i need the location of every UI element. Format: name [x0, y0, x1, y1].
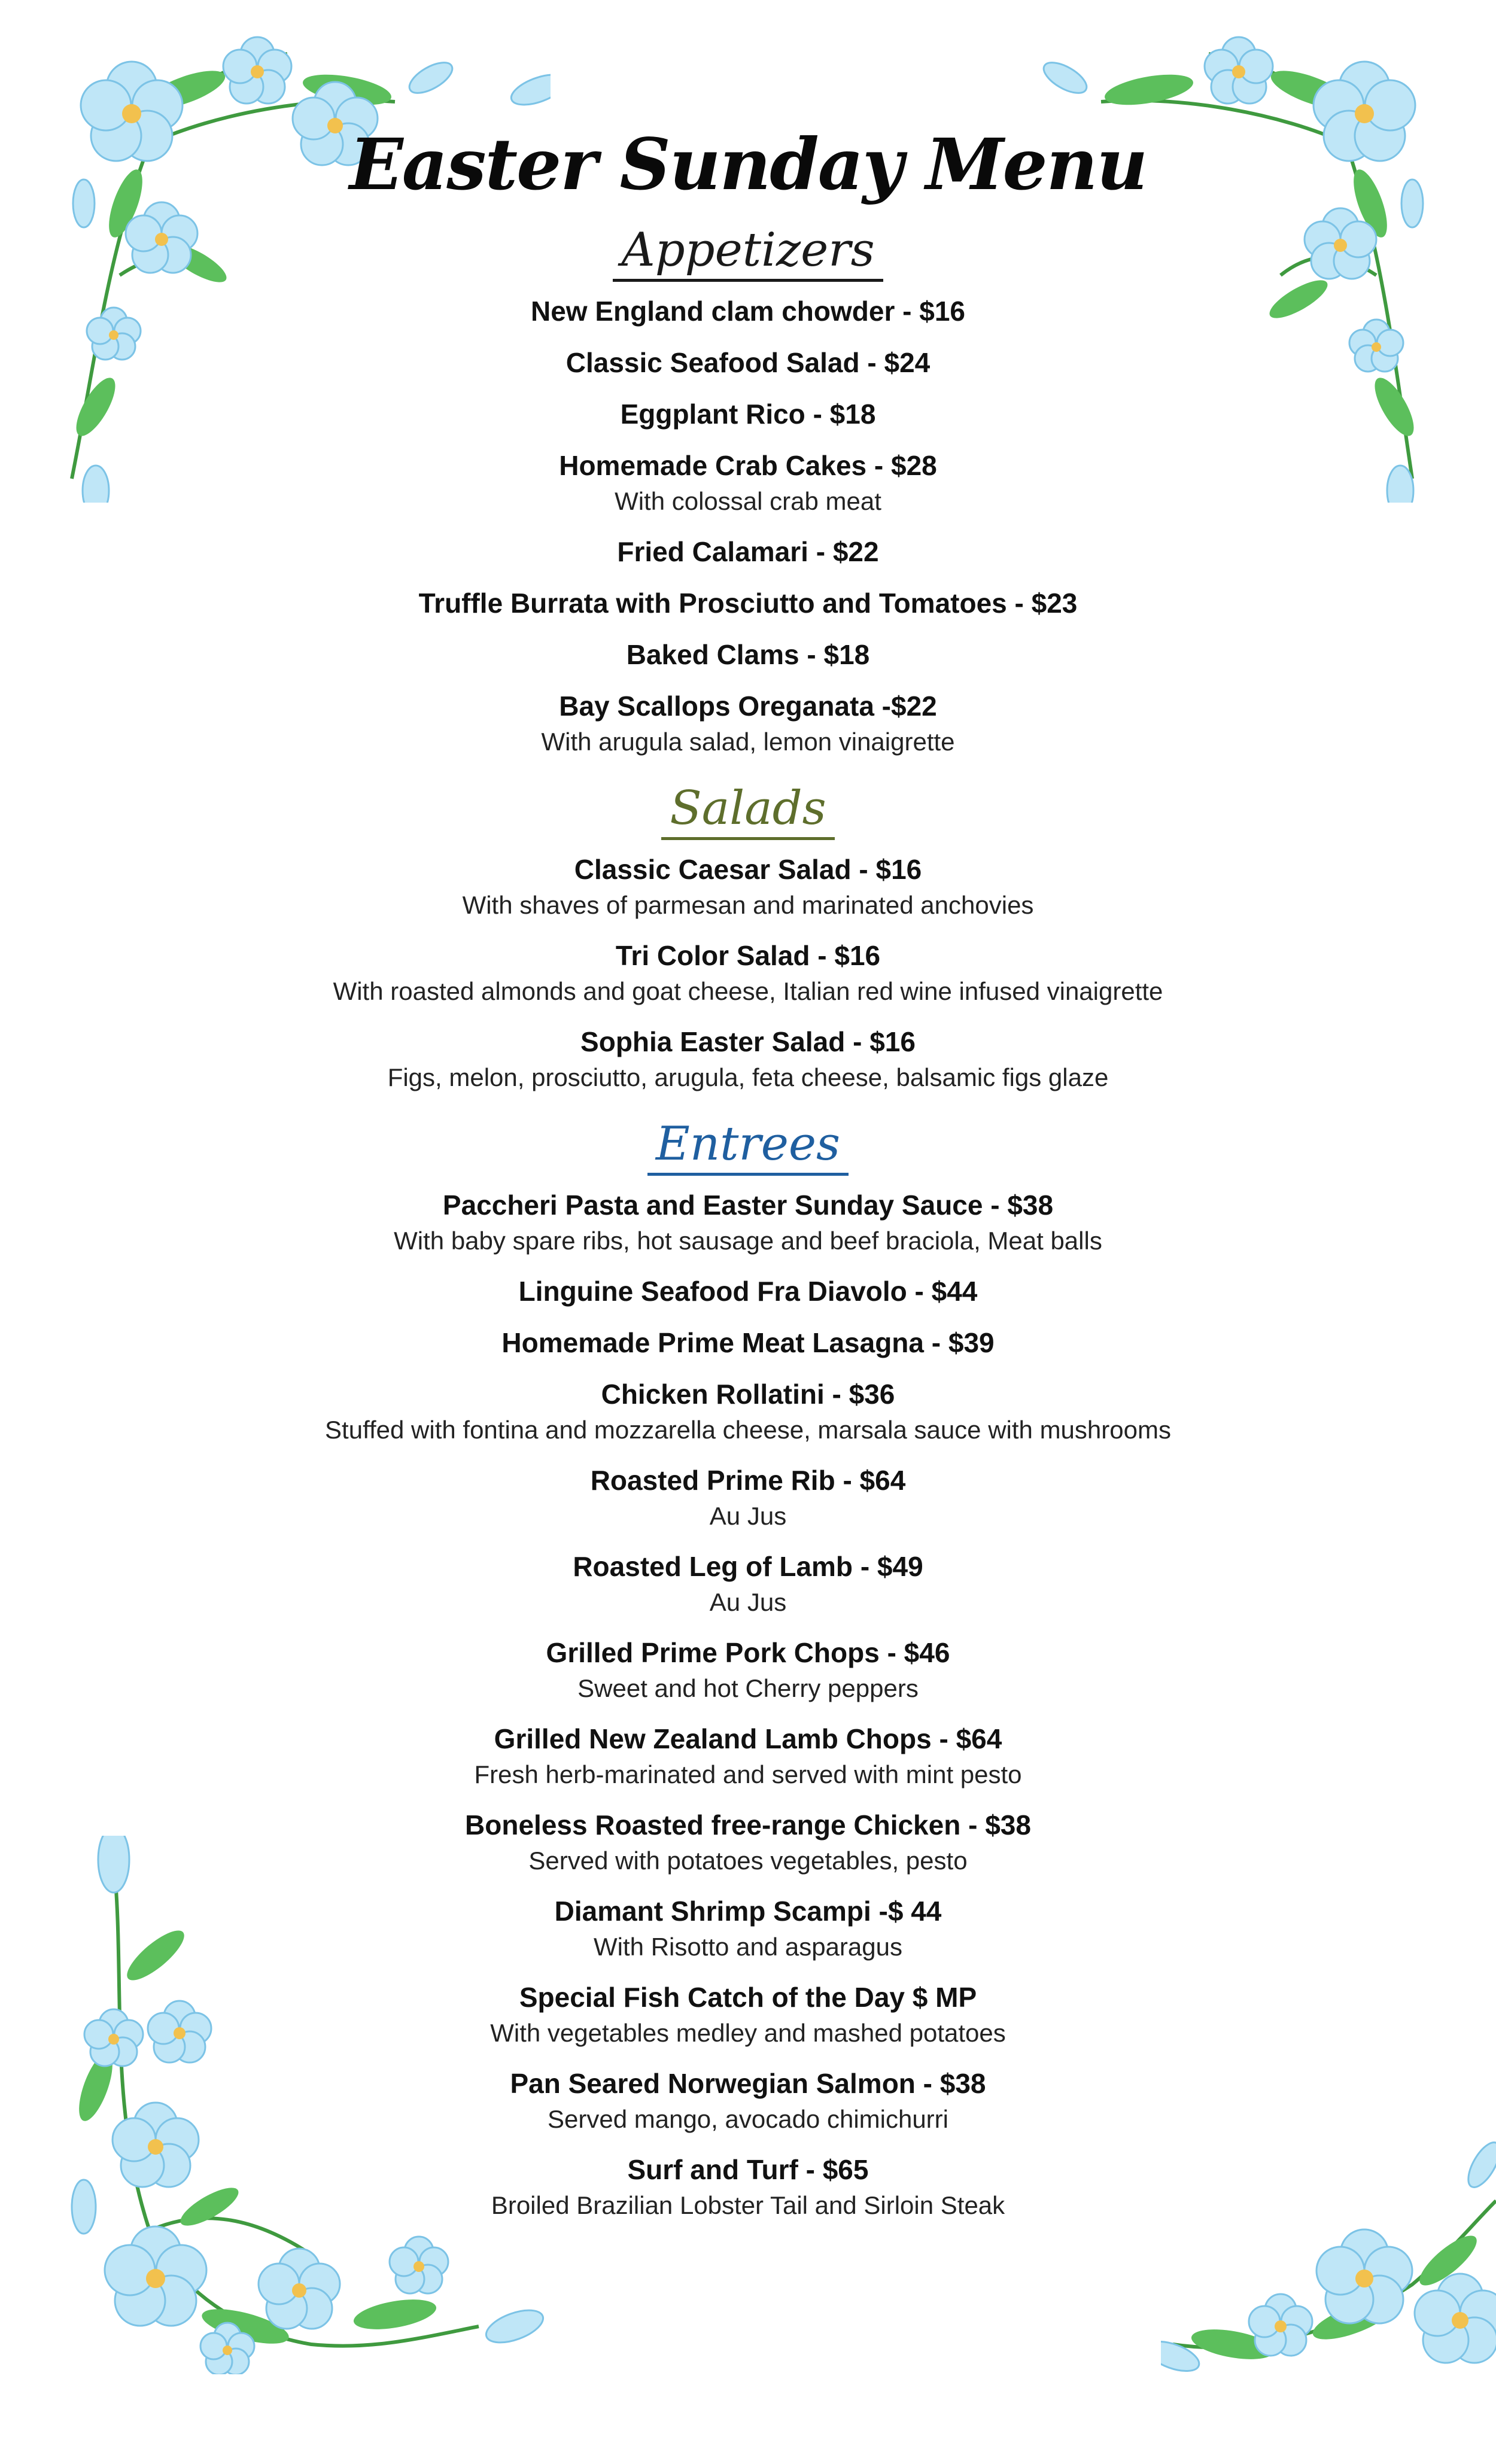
menu-item [180, 636, 1316, 673]
item-name: Fried Calamari - $22 [617, 536, 879, 567]
item-name: Special Fish Catch of the Day $ MP [519, 1982, 977, 2013]
item-description: Broiled Brazilian Lobster Tail and Sirloin Steak [491, 2191, 1005, 2219]
item-description: Served mango, avocado chimichurri [548, 2105, 948, 2133]
menu-item [180, 396, 1316, 433]
item-name: Surf and Turf - $65 [627, 2154, 869, 2185]
section-salads [180, 774, 1316, 1095]
item-description: Au Jus [709, 1588, 787, 1616]
item-name: Tri Color Salad - $16 [615, 940, 881, 971]
page-title: Easter Sunday Menu [349, 123, 1147, 206]
item-name: Grilled New Zealand Lamb Chops - $64 [494, 1723, 1002, 1754]
item-name: Homemade Crab Cakes - $28 [559, 450, 937, 481]
section-heading: Salads [661, 780, 834, 840]
item-name: Paccheri Pasta and Easter Sunday Sauce - $38 [442, 1190, 1054, 1221]
menu-item [180, 344, 1316, 381]
menu-item [180, 851, 1316, 923]
menu-item [180, 1634, 1316, 1706]
menu-item [180, 937, 1316, 1009]
menu-item [180, 1273, 1316, 1310]
item-name: Homemade Prime Meat Lasagna - $39 [501, 1327, 995, 1358]
menu-item [180, 1806, 1316, 1878]
item-name: Pan Seared Norwegian Salmon - $38 [510, 2068, 986, 2099]
item-description: Fresh herb-marinated and served with mint pesto [474, 1760, 1022, 1788]
item-name: Classic Caesar Salad - $16 [574, 854, 922, 885]
menu-item [180, 1548, 1316, 1620]
menu-item [180, 1376, 1316, 1447]
menu-item [180, 1462, 1316, 1534]
item-description: With shaves of parmesan and marinated anchovies [462, 891, 1034, 919]
item-description: Au Jus [709, 1502, 787, 1530]
menu-item [180, 1720, 1316, 1792]
item-description: With roasted almonds and goat cheese, Italian red wine infused vinaigrette [333, 977, 1163, 1005]
item-name: Baked Clams - $18 [626, 639, 870, 670]
item-description: With baby spare ribs, hot sausage and beef braciola, Meat balls [394, 1227, 1102, 1255]
item-name: Grilled Prime Pork Chops - $46 [546, 1637, 950, 1668]
item-name: Roasted Leg of Lamb - $49 [573, 1551, 923, 1582]
menu-item [180, 585, 1316, 622]
item-description: Sweet and hot Cherry peppers [577, 1674, 919, 1702]
item-description: Figs, melon, prosciutto, arugula, feta cheese, balsamic figs glaze [387, 1063, 1109, 1091]
menu-content [180, 120, 1316, 2237]
item-name: Eggplant Rico - $18 [620, 399, 876, 430]
menu-item [180, 447, 1316, 519]
item-description: Stuffed with fontina and mozzarella cheese, marsala sauce with mushrooms [325, 1416, 1171, 1444]
menu-item [180, 2151, 1316, 2223]
item-name: Bay Scallops Oreganata -$22 [559, 690, 937, 722]
item-description: With Risotto and asparagus [594, 1933, 902, 1961]
item-name: Truffle Burrata with Prosciutto and Tomatoes - $23 [418, 588, 1078, 619]
item-name: Classic Seafood Salad - $24 [565, 347, 931, 378]
menu-item [180, 1893, 1316, 1964]
item-description: With vegetables medley and mashed potatoes [490, 2019, 1006, 2047]
item-name: Linguine Seafood Fra Diavolo - $44 [518, 1276, 978, 1307]
menu-item [180, 293, 1316, 330]
section-heading: Appetizers [613, 221, 883, 282]
item-name: New England clam chowder - $16 [531, 296, 965, 327]
item-name: Chicken Rollatini - $36 [601, 1379, 895, 1410]
menu-item [180, 2065, 1316, 2137]
menu-item [180, 1324, 1316, 1361]
item-name: Diamant Shrimp Scampi -$ 44 [554, 1896, 942, 1927]
item-description: Served with potatoes vegetables, pesto [528, 1847, 968, 1875]
menu-item [180, 688, 1316, 759]
item-name: Boneless Roasted free-range Chicken - $38 [465, 1809, 1031, 1841]
section-appetizers [180, 215, 1316, 759]
menu-item [180, 1187, 1316, 1258]
item-description: With arugula salad, lemon vinaigrette [541, 728, 955, 756]
item-description: With colossal crab meat [615, 487, 881, 515]
menu-item [180, 1023, 1316, 1095]
item-name: Sophia Easter Salad - $16 [580, 1026, 916, 1057]
section-entrees [180, 1109, 1316, 2223]
menu-item [180, 533, 1316, 570]
section-heading: Entrees [647, 1115, 849, 1176]
item-name: Roasted Prime Rib - $64 [590, 1465, 906, 1496]
menu-item [180, 1979, 1316, 2051]
